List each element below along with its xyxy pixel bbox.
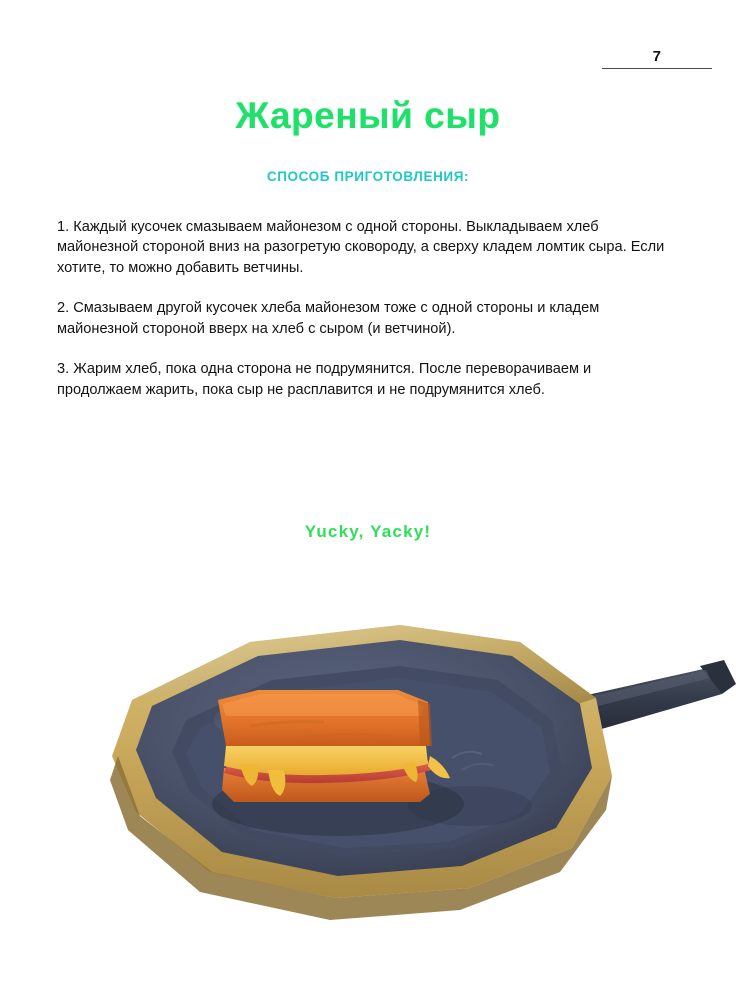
page-number-block — [602, 48, 712, 69]
page-number-rule — [602, 68, 712, 69]
instruction-step-1: 1. Каждый кусочек смазываем майонезом с одной стороны. Выкладываем хлеб майонезной стороной вниз на разогретую сковороду, а сверху кладем ломтик сыра. Если хотите, то можно добавить ветчины. — [57, 218, 665, 276]
illustration-caption: Yucky, Yacky! — [304, 522, 432, 541]
grilled-cheese-illustration — [0, 580, 736, 984]
grilled-cheese-sandwich — [218, 690, 450, 802]
page-title: Жареный сыр — [235, 94, 501, 136]
instruction-steps — [57, 202, 669, 400]
instruction-step-3: 3. Жарим хлеб, пока одна сторона не подрумянится. После переворачиваем и продолжаем жарить, пока сыр не расплавится и не подрумянится хлеб. — [57, 361, 592, 398]
section-subtitle: СПОСОБ ПРИГОТОВЛЕНИЯ: — [266, 169, 470, 184]
instruction-step-2: 2. Смазываем другой кусочек хлеба майонезом тоже с одной стороны и кладем майонезной стороной вверх на хлеб с сыром (и ветчиной). — [57, 300, 600, 337]
page-number: 7 — [652, 48, 662, 65]
